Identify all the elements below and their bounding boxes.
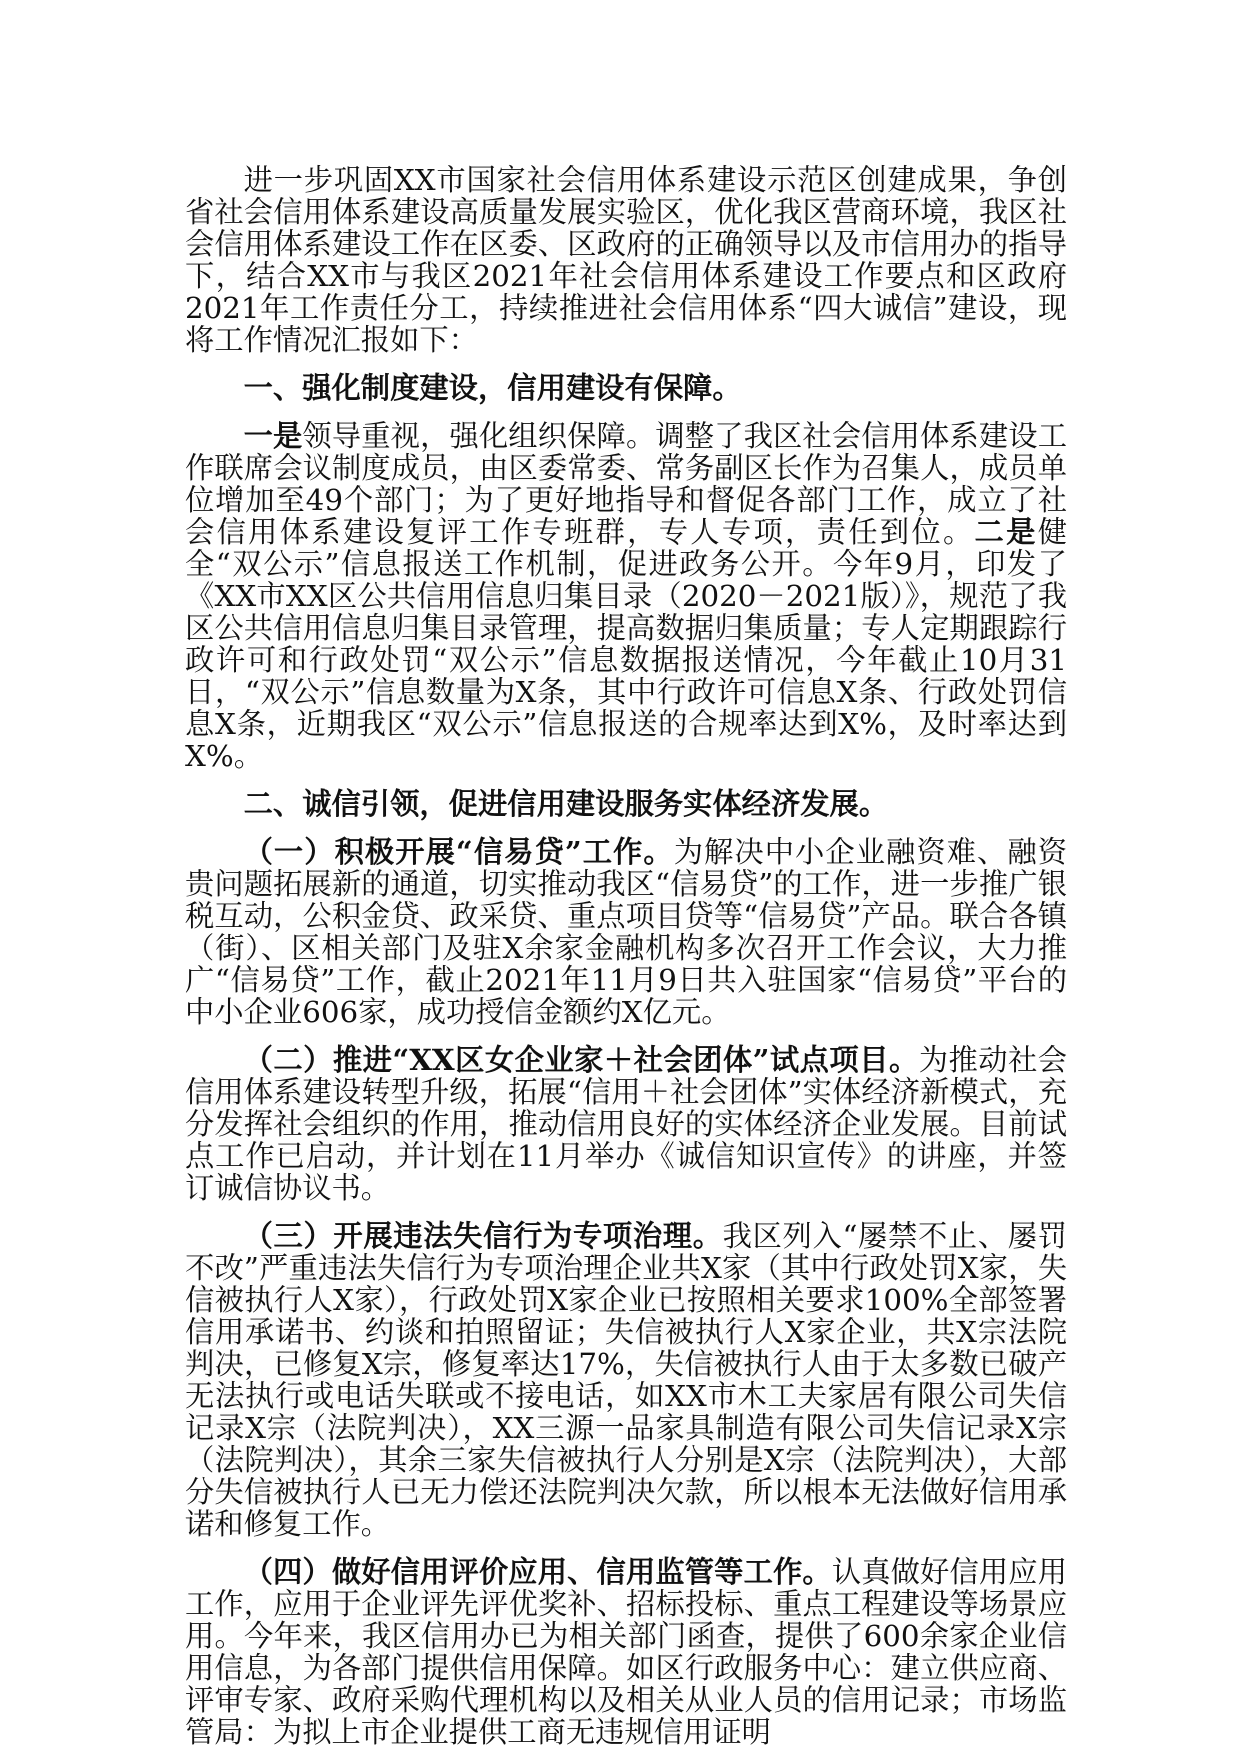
body-paragraph <box>185 836 1067 1028</box>
bold-lead-text: （四）做好信用评价应用、信用监管等工作。 <box>243 1554 832 1589</box>
paragraph-text: 为推动社会信用体系建设转型升级，拓展“信用＋社会团体”实体经济新模式，充分发挥社会组织的作用，推动信用良好的实体经济企业发展。目前试点工作已启动，并计划在11月举办《诚信知识宣传》的讲座，并签订诚信协议书。 <box>185 1043 1068 1205</box>
bold-lead-text: （三）开展违法失信行为专项治理。 <box>243 1218 723 1253</box>
bold-lead-text: 一是 <box>243 418 303 453</box>
paragraph-text: 健全“双公示”信息报送工作机制，促进政务公开。今年9月，印发了《XX市XX区公共信用信息归集目录（2020－2021版）》，规范了我区公共信用信息归集目录管理，提高数据归集质量；专人定期跟踪行政许可和行政处罚“双公示”信息数据报送情况，今年截止10月31日，“双公示”信息数量为X条，其中行政许可信息X条、行政处罚信息X条，近期我区“双公示”信息报送的合规率达到X%，及时率达到X%。 <box>185 515 1068 773</box>
paragraph-text: 我区列入“屡禁不止、屡罚不改”严重违法失信行为专项治理企业共X家（其中行政处罚X家，失信被执行人X家），行政处罚X家企业已按照相关要求100%全部签署信用承诺书、约谈和拍照留证；失信被执行人X家企业，共X宗法院判决，已修复X宗，修复率达17%，失信被执行人由于太多数已破产无法执行或电话失联或不接电话，如XX市木工夫家居有限公司失信记录X宗（法院判决），XX三源一品家具制造有限公司失信记录X宗（法院判决），其余三家失信被执行人分别是X宗（法院判决），大部分失信被执行人已无力偿还法院判决欠款，所以根本无法做好信用承诺和修复工作。 <box>185 1219 1068 1541</box>
section-heading <box>185 372 1067 404</box>
body-paragraph <box>185 1220 1067 1540</box>
bold-lead-text: （二）推进“XX区女企业家＋社会团体”试点项目。 <box>243 1042 919 1077</box>
document-page <box>185 164 1067 1764</box>
body-paragraph <box>185 164 1067 356</box>
body-paragraph <box>185 1556 1067 1748</box>
paragraph-text: 为解决中小企业融资难、融资贵问题拓展新的通道，切实推动我区“信易贷”的工作，进一步推广银税互动，公积金贷、政采贷、重点项目贷等“信易贷”产品。联合各镇（街）、区相关部门及驻X余家金融机构多次召开工作会议，大力推广“信易贷”工作，截止2021年11月9日共入驻国家“信易贷”平台的中小企业606家，成功授信金额约X亿元。 <box>185 835 1068 1029</box>
paragraph-text: 进一步巩固XX市国家社会信用体系建设示范区创建成果，争创省社会信用体系建设高质量发展实验区，优化我区营商环境，我区社会信用体系建设工作在区委、区政府的正确领导以及市信用办的指导下，结合XX市与我区2021年社会信用体系建设工作要点和区政府2021年工作责任分工，持续推进社会信用体系“四大诚信”建设，现将工作情况汇报如下： <box>185 163 1067 357</box>
body-paragraph <box>185 420 1067 772</box>
section-heading <box>185 788 1067 820</box>
bold-lead-text: 一、强化制度建设，信用建设有保障。 <box>243 370 742 405</box>
body-paragraph <box>185 1044 1067 1204</box>
bold-lead-text: 二、诚信引领，促进信用建设服务实体经济发展。 <box>243 786 889 821</box>
paragraph-text: 认真做好信用应用工作，应用于企业评先评优奖补、招标投标、重点工程建设等场景应用。今年来，我区信用办已为相关部门函查，提供了600余家企业信用信息，为各部门提供信用保障。如区行政服务中心：建立供应商、评审专家、政府采购代理机构以及相关从业人员的信用记录；市场监管局：为拟上市企业提供工商无违规信用证明 <box>185 1555 1068 1749</box>
bold-lead-text: 二是 <box>974 514 1038 549</box>
paragraph-text: 领导重视，强化组织保障。调整了我区社会信用体系建设工作联席会议制度成员，由区委常委、常务副区长作为召集人，成员单位增加至49个部门；为了更好地指导和督促各部门工作，成立了社会信用体系建设复评工作专班群，专人专项，责任到位。 <box>185 419 1068 549</box>
bold-lead-text: （一）积极开展“信易贷”工作。 <box>243 834 674 869</box>
